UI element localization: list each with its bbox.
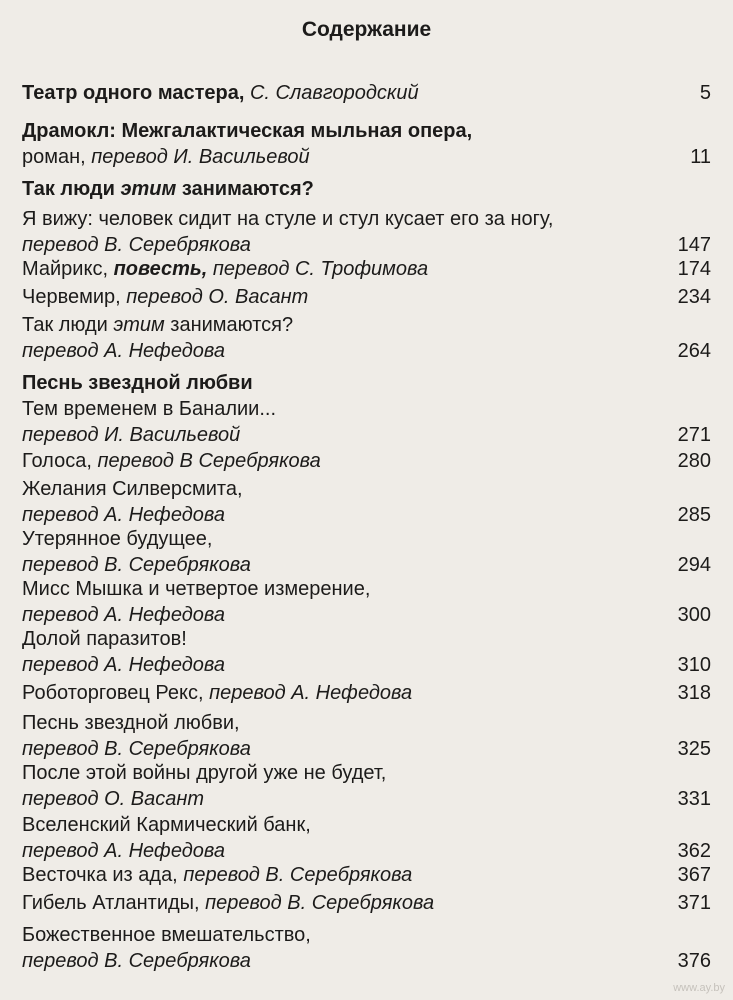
page-number: 280 (677, 450, 711, 472)
entry-title: Театр одного мастера, (22, 82, 245, 104)
toc-entry (22, 448, 711, 474)
section-title-part: занимаются? (181, 178, 314, 200)
entry-title: Песнь звездной любви, (22, 712, 240, 734)
page-number: 5 (699, 82, 711, 104)
section-title-part: Так люди (22, 178, 115, 200)
toc-entry (22, 862, 711, 888)
toc-entry (22, 680, 711, 706)
entry-translator: перевод О. Васант (22, 788, 205, 810)
entry-title: Червемир, (22, 286, 121, 308)
toc-entry (22, 890, 711, 916)
entry-translator: перевод О. Васант (126, 286, 309, 308)
entry-line (22, 862, 711, 888)
entry-line (22, 890, 711, 916)
page-number: 234 (677, 286, 711, 308)
entry-translator: перевод А. Нефедова (22, 504, 226, 526)
entry-line (22, 448, 711, 474)
page-number: 376 (677, 950, 711, 972)
entry-title: Майрикс, (22, 258, 109, 280)
toc-entry (22, 922, 711, 974)
entry-title: Роботорговец Рекс, (22, 682, 204, 704)
entry-translator: перевод В. Серебрякова (22, 234, 251, 256)
page-number: 300 (677, 604, 711, 626)
entry-title: Драмокл: Межгалактическая мыльная опера, (22, 120, 473, 142)
watermark: www.ay.by (673, 982, 725, 994)
page-number: 147 (677, 234, 711, 256)
entry-translator: перевод В. Серебрякова (183, 864, 413, 886)
section-heading (22, 176, 314, 202)
page-number: 174 (677, 258, 711, 280)
entry-translator: перевод А. Нефедова (22, 840, 226, 862)
entry-translator: перевод И. Васильевой (91, 146, 310, 168)
entry-line (22, 284, 711, 310)
entry-line (22, 118, 711, 144)
entry-title: Я вижу: человек сидит на стуле и стул кусает его за ногу, (22, 208, 554, 230)
entry-translator: перевод А. Нефедова (209, 682, 413, 704)
entry-title: Гибель Атлантиды, (22, 892, 200, 914)
entry-translator: перевод А. Нефедова (22, 340, 226, 362)
entry-title: После этой войны другой уже не будет, (22, 762, 387, 784)
toc-entry (22, 760, 711, 812)
toc-entry (22, 284, 711, 310)
entry-line (22, 144, 711, 170)
toc-entry (22, 710, 711, 762)
entry-line (22, 256, 711, 282)
entry-translator: перевод В. Серебрякова (22, 554, 251, 576)
entry-translator: перевод В Серебрякова (97, 450, 321, 472)
page-number: 264 (677, 340, 711, 362)
entry-title: Долой паразитов! (22, 628, 187, 650)
entry-genre: повесть, (113, 258, 208, 280)
entry-line (22, 680, 711, 706)
entry-title: Мисс Мышка и четвертое измерение, (22, 578, 371, 600)
toc-entry (22, 206, 711, 258)
entry-title: Божественное вмешательство, (22, 924, 311, 946)
toc-entry-teatr (22, 80, 711, 106)
toc-entry (22, 476, 711, 528)
page-number: 271 (677, 424, 711, 446)
toc-entry (22, 256, 711, 282)
entry-translator: перевод В. Серебрякова (205, 892, 435, 914)
toc-entry (22, 396, 711, 448)
toc-entry-dramokl (22, 118, 711, 170)
page-number: 325 (677, 738, 711, 760)
entry-title: Желания Силверсмита, (22, 478, 243, 500)
page-number: 11 (690, 146, 711, 168)
page-number: 294 (677, 554, 711, 576)
entry-title: Вселенский Кармический банк, (22, 814, 311, 836)
page-number: 285 (677, 504, 711, 526)
page-number: 371 (677, 892, 711, 914)
entry-title-italic: этим (113, 314, 165, 336)
entry-translator: перевод В. Серебрякова (22, 950, 251, 972)
entry-translator: перевод А. Нефедова (22, 654, 226, 676)
entry-title-part: Так люди (22, 314, 108, 336)
toc-entry (22, 626, 711, 678)
page-number: 318 (677, 682, 711, 704)
entry-translator: перевод С. Трофимова (212, 258, 429, 280)
toc-entry (22, 812, 711, 864)
section-heading: Песнь звездной любви (22, 372, 253, 394)
entry-title: Тем временем в Баналии... (22, 398, 277, 420)
toc-entry (22, 312, 711, 364)
page-title: Содержание (301, 18, 432, 41)
entry-line (22, 312, 711, 338)
toc-entry (22, 576, 711, 628)
entry-genre: роман, (22, 146, 86, 168)
entry-title: Весточка из ада, (22, 864, 178, 886)
entry-line (22, 80, 711, 106)
entry-translator: перевод В. Серебрякова (22, 738, 251, 760)
entry-title-part: занимаются? (170, 314, 294, 336)
page-number: 331 (677, 788, 711, 810)
entry-title: Голоса, (22, 450, 92, 472)
page-number: 367 (677, 864, 711, 886)
entry-translator: перевод И. Васильевой (22, 424, 241, 446)
page-number: 362 (677, 840, 711, 862)
page-number: 310 (677, 654, 711, 676)
entry-author: С. Славгородский (249, 82, 419, 104)
section-title-italic: этим (120, 178, 177, 200)
toc-entry (22, 526, 711, 578)
entry-translator: перевод А. Нефедова (22, 604, 226, 626)
entry-title: Утерянное будущее, (22, 528, 213, 550)
